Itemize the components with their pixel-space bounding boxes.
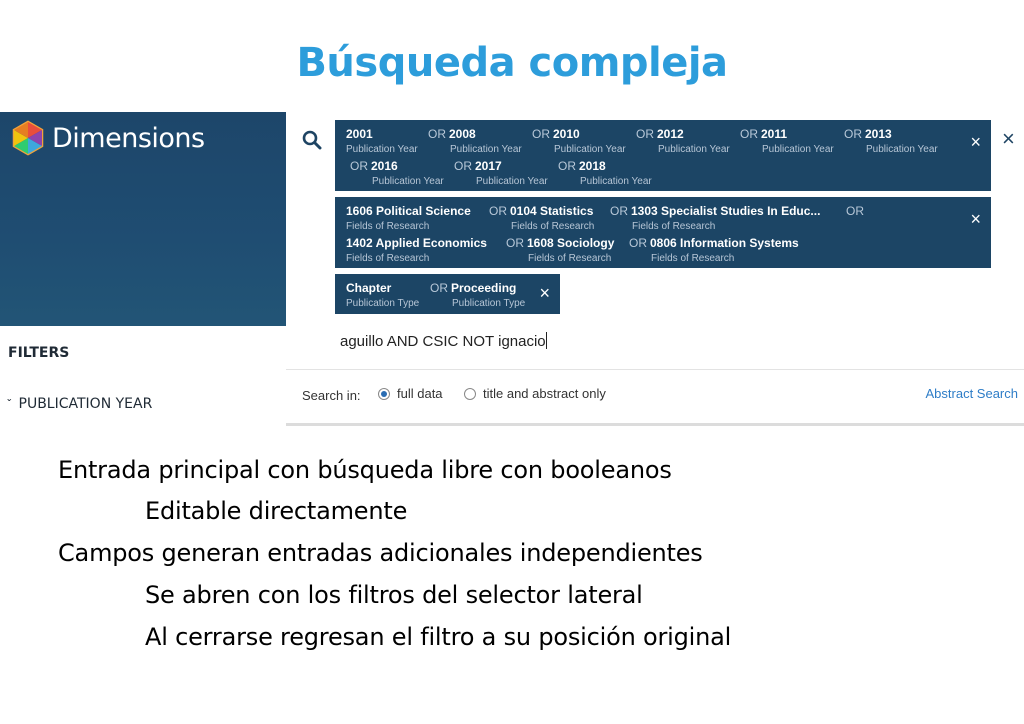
chip-or-more: OR: [846, 204, 864, 218]
chevron-down-icon: ˇ: [6, 398, 13, 410]
close-icon[interactable]: ×: [970, 132, 981, 152]
abstract-search-link[interactable]: Abstract Search: [925, 386, 1018, 401]
bullet-4: Se abren con los filtros del selector lateral: [145, 581, 643, 609]
radio-full-data[interactable]: full data: [378, 386, 443, 401]
chip-type-chapter[interactable]: Chapter Publication Type: [346, 281, 420, 309]
chip-type-proceeding[interactable]: OR Proceeding Publication Type: [430, 281, 526, 309]
text-caret: [546, 332, 547, 349]
chip-field-0104[interactable]: OR 0104 Statistics Fields of Research: [489, 204, 595, 232]
chip-group-fields-of-research[interactable]: [335, 197, 991, 268]
chip-year-2013[interactable]: OR 2013 Publication Year: [844, 127, 938, 155]
bullet-1: Entrada principal con búsqueda libre con booleanos: [58, 456, 672, 484]
radio-selected-icon: [378, 388, 390, 400]
chip-group-publication-year[interactable]: [335, 120, 991, 191]
chip-field-1303[interactable]: OR 1303 Specialist Studies In Educ... Fields of Research: [610, 204, 821, 232]
chip-field-0806[interactable]: OR 0806 Information Systems Fields of Research: [629, 236, 799, 264]
chip-year-2018[interactable]: OR 2018 Publication Year: [558, 159, 652, 187]
chip-year-2010[interactable]: OR 2010 Publication Year: [532, 127, 626, 155]
chip-group-publication-type[interactable]: [335, 274, 560, 314]
search-options-row: [286, 369, 1024, 423]
chip-field-1402[interactable]: 1402 Applied Economics Fields of Research: [346, 236, 487, 264]
search-in-label: Search in:: [302, 388, 361, 403]
chip-year-2001[interactable]: 2001 Publication Year: [346, 127, 418, 155]
chip-field-1608[interactable]: OR 1608 Sociology Fields of Research: [506, 236, 615, 264]
publication-year-filter[interactable]: [6, 396, 152, 412]
publication-year-label: PUBLICATION YEAR: [18, 396, 153, 412]
radio-title-abstract[interactable]: title and abstract only: [464, 386, 606, 401]
close-icon[interactable]: ×: [539, 283, 550, 303]
clear-search-close-icon[interactable]: ×: [1002, 126, 1015, 151]
bullet-5: Al cerrarse regresan el filtro a su posición original: [145, 623, 732, 651]
dimensions-logo[interactable]: [10, 120, 205, 156]
close-icon[interactable]: ×: [970, 209, 981, 229]
chip-year-2017[interactable]: OR 2017 Publication Year: [454, 159, 548, 187]
search-icon[interactable]: [302, 130, 322, 150]
radio-unselected-icon: [464, 388, 476, 400]
search-panel: [286, 112, 1024, 426]
brand-name: Dimensions: [52, 122, 205, 154]
chip-field-1606[interactable]: 1606 Political Science Fields of Research: [346, 204, 471, 232]
chip-year-2012[interactable]: OR 2012 Publication Year: [636, 127, 730, 155]
bullet-2: Editable directamente: [145, 497, 408, 525]
brand-panel: [0, 112, 286, 326]
dimensions-logo-icon: [10, 120, 46, 156]
bullet-3: Campos generan entradas adicionales independientes: [58, 539, 703, 567]
chip-year-2011[interactable]: OR 2011 Publication Year: [740, 127, 834, 155]
slide-title: Búsqueda compleja: [296, 40, 728, 86]
query-text: aguillo AND CSIC NOT ignacio: [340, 333, 546, 350]
filters-heading: FILTERS: [8, 345, 70, 361]
search-input[interactable]: [340, 332, 547, 350]
dimensions-screenshot: [0, 112, 1024, 426]
chip-year-2016[interactable]: OR 2016 Publication Year: [350, 159, 444, 187]
chip-year-2008[interactable]: OR 2008 Publication Year: [428, 127, 522, 155]
